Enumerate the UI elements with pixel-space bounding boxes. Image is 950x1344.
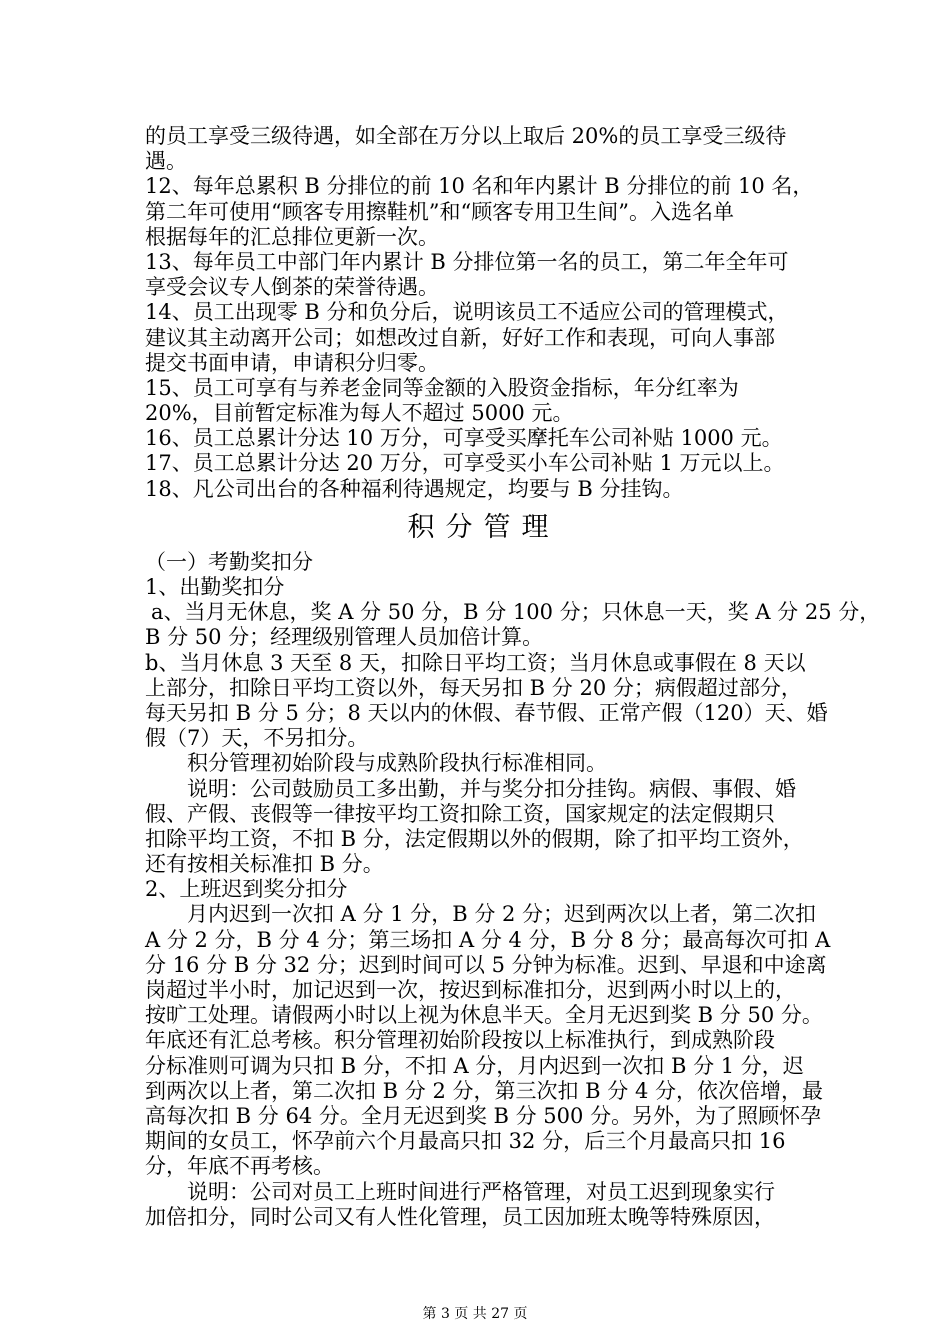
text-line: 假（7）天，不另扣分。 [145, 726, 369, 751]
text-line: 按旷工处理。请假两小时以上视为休息半天。全月无迟到奖 B 分 50 分。 [145, 1003, 823, 1028]
text-line: 还有按相关标准扣 B 分。 [145, 852, 384, 877]
text-line: 第二年可使用“顾客专用擦鞋机”和“顾客专用卫生间”。入选名单 [145, 199, 734, 224]
text-line: 月内迟到一次扣 A 分 1 分，B 分 2 分；迟到两次以上者，第二次扣 [187, 902, 817, 927]
text-line: A 分 2 分，B 分 4 分；第三场扣 A 分 4 分，B 分 8 分；最高每次可扣 A [145, 927, 831, 952]
text-line: 岗超过半小时，加记迟到一次，按迟到标准扣分，迟到两小时以上的， [145, 978, 796, 1002]
text-line: 每天另扣 B 分 5 分；8 天以内的休假、春节假、正常产假（120）天、婚 [145, 700, 828, 725]
text-line: 的员工享受三级待遇，如全部在万分以上取后 20%的员工享受三级待 [145, 124, 787, 148]
text-line: 扣除平均工资，不扣 B 分，法定假期以外的假期，除了扣平均工资外， [145, 826, 804, 851]
text-line: 说明：公司对员工上班时间进行严格管理，对员工迟到现象实行 [187, 1179, 775, 1204]
text-line: b、当月休息 3 天至 8 天，扣除日平均工资；当月休息或事假在 8 天以 [145, 650, 806, 675]
text-line: 16、员工总累计分达 10 万分，可享受买摩托车公司补贴 1000 元。 [145, 426, 783, 451]
text-line: 上部分，扣除日平均工资以外，每天另扣 B 分 20 分；病假超过部分， [145, 675, 802, 700]
document-body [145, 124, 881, 1230]
text-line: 遇。 [145, 149, 187, 174]
text-line: 建议其主动离开公司；如想改过自新，好好工作和表现，可向人事部 [145, 325, 775, 350]
text-line: 年底还有汇总考核。积分管理初始阶段按以上标准执行，到成熟阶段 [145, 1028, 775, 1053]
page-footer: 第 3 页 共 27 页 [422, 1306, 528, 1322]
text-line: 提交书面申请，申请积分归零。 [145, 350, 439, 375]
text-line: 假、产假、丧假等一律按平均工资扣除工资，国家规定的法定假期只 [145, 801, 775, 826]
text-line: 12、每年总累积 B 分排位的前 10 名和年内累计 B 分排位的前 10 名， [145, 174, 814, 199]
text-line: 分，年底不再考核。 [145, 1154, 334, 1179]
text-line: 18、凡公司出台的各种福利待遇规定，均要与 B 分挂钩。 [145, 476, 684, 501]
text-line: 积分管理初始阶段与成熟阶段执行标准相同。 [187, 751, 607, 776]
text-line: 15、员工可享有与养老金同等金额的入股资金指标，年分红率为 [145, 375, 739, 400]
text-line: 根据每年的汇总排位更新一次。 [145, 224, 439, 249]
text-line: 说明：公司鼓励员工多出勤，并与奖分扣分挂钩。病假、事假、婚 [187, 776, 796, 801]
text-line: 13、每年员工中部门年内累计 B 分排位第一名的员工，第二年全年可 [145, 249, 789, 274]
text-line: 享受会议专人倒茶的荣誉待遇。 [145, 275, 439, 300]
text-line: 20%，目前暂定标准为每人不超过 5000 元。 [145, 401, 574, 426]
text-line: 高每次扣 B 分 64 分。全月无迟到奖 B 分 500 分。另外，为了照顾怀孕 [145, 1103, 822, 1128]
text-line: 17、员工总累计分达 20 万分，可享受买小车公司补贴 1 万元以上。 [145, 451, 785, 476]
section-title: 积分管理 [407, 511, 560, 543]
text-line: 分 16 分 B 分 32 分；迟到时间可以 5 分钟为标准。迟到、早退和中途离 [145, 952, 827, 977]
text-line: 14、员工出现零 B 分和负分后，说明该员工不适应公司的管理模式， [145, 300, 789, 325]
text-line: 分标准则可调为只扣 B 分，不扣 A 分，月内迟到一次扣 B 分 1 分，迟 [145, 1053, 804, 1078]
text-line: 到两次以上者，第二次扣 B 分 2 分，第三次扣 B 分 4 分，依次倍增，最 [145, 1078, 823, 1103]
item-heading: 2、上班迟到奖分扣分 [145, 877, 348, 902]
text-line: 期间的女员工，怀孕前六个月最高只扣 32 分，后三个月最高只扣 16 [145, 1129, 786, 1154]
subsection-heading: （一）考勤奖扣分 [145, 549, 313, 574]
text-line: B 分 50 分；经理级别管理人员加倍计算。 [145, 625, 544, 650]
item-heading: 1、出勤奖扣分 [145, 575, 285, 599]
text-line: 加倍扣分，同时公司又有人性化管理，员工因加班太晚等特殊原因， [145, 1204, 775, 1229]
text-line: a、当月无休息，奖 A 分 50 分，B 分 100 分；只休息一天，奖 A 分 25 分， [151, 600, 881, 625]
